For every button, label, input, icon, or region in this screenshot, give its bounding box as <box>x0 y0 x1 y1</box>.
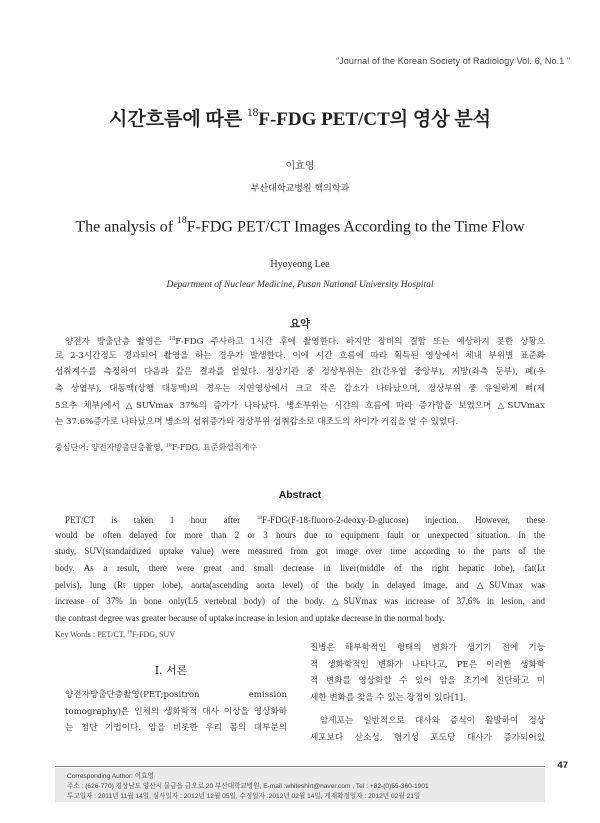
abstract-english-line: body. As a result, there were great and small decrease in liver(middle of the right hepatic lobe), fat(Lt <box>55 563 545 574</box>
keywords-english: Key Words : PET/CT, $^{18}$F-FDG, SUV <box>55 630 176 639</box>
affiliation-korean: 부산대학교병원 핵의학과 <box>250 184 350 194</box>
intro-right-column-paragraph-2 <box>310 713 545 746</box>
intro-right-column <box>310 640 545 707</box>
corresponding-author: Corresponding Author: 이효영 <box>67 773 154 780</box>
abstract-korean-line: 5요추 체부)에서 △SUVmax 37%의 증가가 나타났다. 병소부위는 시간의 흐름에 따라 증가함을 보였으며 △SUVmax <box>55 400 545 411</box>
intro-right-line: 암세포는 일반적으로 대사와 증식이 활발하여 정상 <box>320 716 545 726</box>
affiliation-english: Department of Nuclear Medicine, Pusan National University Hospital <box>166 280 434 290</box>
abstract-english <box>55 510 545 627</box>
abstract-korean <box>55 331 545 431</box>
submission-dates: 투고일자 : 2011년 11월 14일, 심사일자 : 2012년 12월 05일, 수정일자 :2012년 02월 14일, 게재확정일자 : 2012년 02월 21일 <box>67 793 421 800</box>
section-title-introduction: Ⅰ. 서론 <box>154 664 188 677</box>
abstract-english-line: pelvis), lung (Rt upper lobe), aorta(ascending aorta level) of the body in delayed image, and △SUVmax was <box>55 579 545 590</box>
intro-right-line: 적 생화학적인 변화가 나타나고, PE은 이러한 생화학 <box>310 659 545 670</box>
intro-left-line: 는 첨단 기법이다. 암을 비롯한 우리 몸의 대부분의 <box>65 723 287 734</box>
intro-left-line: 양전자방출단층촬영(PET;positron emission <box>65 690 287 700</box>
abstract-english-line: study, SUV(standardized uptake value) were measured from got image over time according to the parts of the <box>55 546 545 557</box>
keywords-korean: 중심단어: 양전자방출단층촬영, $^{18}$F-FDG, 표준화섭취계수 <box>55 443 258 452</box>
abstract-english-line: would be often delayed for more than 2 or 3 hours due to equipment fault or unexpected situation. In the <box>55 529 545 540</box>
intro-left-line: tomography)은 인체의 생화학적 대사 이상을 영상화하 <box>65 706 287 717</box>
abstract-korean-line: 측 상엽부), 대동맥(상행 대동맥)의 경우는 지연영상에서 크고 작은 감소가 나타났으며, 정상부위 중 유일하게 뼈(제 <box>55 384 545 395</box>
page-number: 47 <box>557 760 568 771</box>
intro-left-column <box>65 687 287 737</box>
intro-right-line: 세한 변화를 찾을 수 있는 장점이 있다[1]. <box>310 693 466 704</box>
intro-right-line: 적 변화를 영상화할 수 있어 암을 조기에 진단하고 미 <box>310 676 545 687</box>
abstract-korean-heading: 요약 <box>289 318 311 330</box>
author-english: Hyoyeong Lee <box>270 259 330 270</box>
author-address: 주소 : (626-770) 경상남도 양산시 물금읍 금오로 20 부산대학교병원, E-mail :whiteshirt@naver.com , Tel : +82-(0)55-360-1901 <box>67 783 429 790</box>
author-korean: 이효영 <box>285 161 315 172</box>
abstract-english-line: PET/CT is taken 1 hour after $^{18}$F-FDG(F-18-fluoro-2-deoxy-D-glucose) injection. However, these <box>65 515 545 525</box>
journal-header: “Journal of the Korean Society of Radiology Vol. 6, No.1 ” <box>336 56 570 66</box>
abstract-korean-line: 섭취계수를 측정하여 다음과 같은 결과를 얻었다. 정상기관 중 정상부위는 간(간우엽 중앙부), 지방(좌측 둔부), 폐(우 <box>55 367 545 378</box>
title-english: The analysis of $^{18}$F-FDG PET/CT Images According to the Time Flow <box>75 215 525 236</box>
footer-divider <box>55 766 545 767</box>
abstract-english-line: increase of 37% in bone only(L5 vertebral body) of the body. △SUVmax was increase of 37.6% in lesion, and <box>55 596 545 607</box>
abstract-korean-line: 양전자 방출단층 촬영은 $^{18}$F-FDG 주사하고 1시간 후에 촬영한다. 하지만 장비의 결함 또는 예상하지 못한 상황으 <box>65 336 545 347</box>
abstract-korean-line: 로 2-3시간정도 경과되어 촬영을 하는 경우가 발생한다. 이에 시간 흐름에 따라 획득된 영상에서 체내 부위별 표준화 <box>55 350 545 361</box>
abstract-english-line: the contrast degree was greater because of uptake increase in lesion and uptake decrease in the normal body. <box>55 613 445 624</box>
title-korean: 시간흐름에 따른 $^{18}$F-FDG PET/CT의 영상 분석 <box>108 106 492 130</box>
abstract-english-heading: Abstract <box>278 489 322 501</box>
abstract-korean-line: 는 37.6%증가로 나타났으며 병소의 섭취증가와 정상부위 섭취감소로 대조도의 차이가 커짐을 알 수 있었다. <box>55 417 459 428</box>
intro-right-line: 세포보다 산소성, 혐기성 포도당 대사가 증가되어있 <box>310 732 545 743</box>
intro-right-line: 질병은 해부학적인 형태의 변화가 생기기 전에 기능 <box>310 643 545 653</box>
footer-info-box <box>55 768 545 802</box>
